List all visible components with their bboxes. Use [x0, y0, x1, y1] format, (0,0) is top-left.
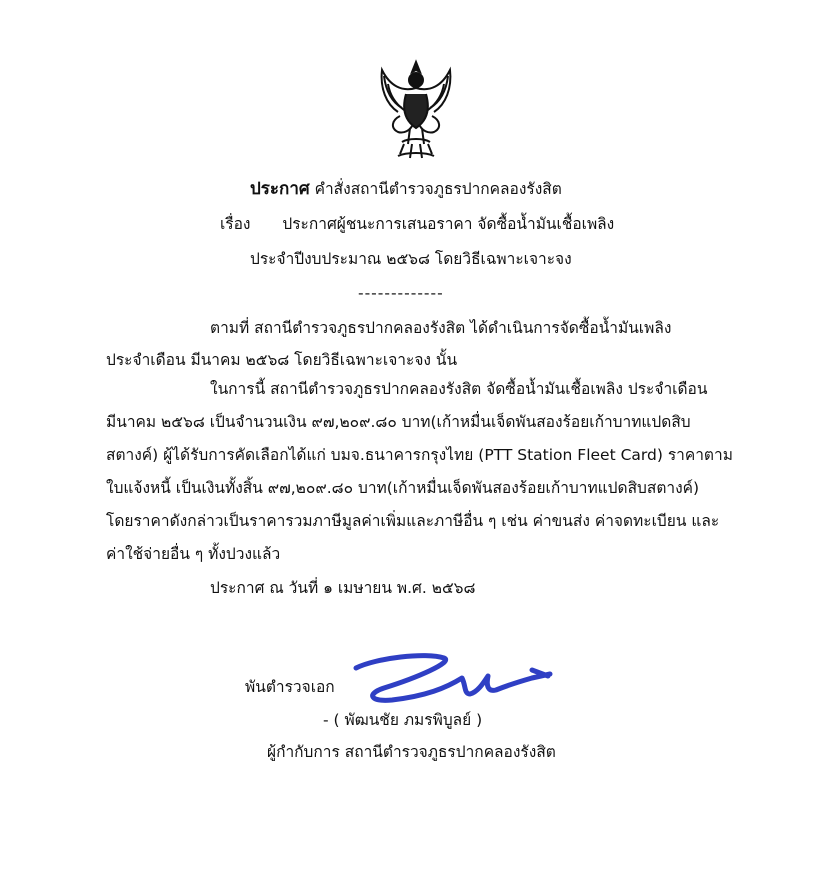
paragraph-2-line-2: มีนาคม ๒๕๖๘ เป็นจำนวนเงิน ๙๗,๒๐๙.๘๐ บาท(เก้าหมื่นเจ็ดพันสองร้อยเก้าบาทแปดสิบ: [106, 413, 691, 431]
garuda-emblem-icon: [372, 58, 460, 166]
signer-position: ผู้กำกับการ สถานีตำรวจภูธรปากคลองรังสิต: [267, 743, 556, 761]
subject-line-2: ประจำปีงบประมาณ ๒๕๖๘ โดยวิธีเฉพาะเจาะจง: [250, 250, 572, 268]
paragraph-2-line-1: ในการนี้ สถานีตำรวจภูธรปากคลองรังสิต จัดซื้อน้ำมันเชื้อเพลิง ประจำเดือน: [210, 380, 708, 398]
subject-text: ประกาศผู้ชนะการเสนอราคา จัดซื้อน้ำมันเชื้อเพลิง: [282, 215, 615, 233]
announcement-issuer: คำสั่งสถานีตำรวจภูธรปากคลองรังสิต: [309, 180, 562, 198]
paragraph-2-line-6: ค่าใช้จ่ายอื่น ๆ ทั้งปวงแล้ว: [106, 545, 281, 563]
announcement-label: ประกาศ: [250, 179, 310, 199]
announcement-title: [250, 178, 562, 200]
signer-name: - ( พัฒนชัย ภมรพิบูลย์ ): [323, 711, 483, 729]
subject-label: เรื่อง: [220, 215, 251, 233]
paragraph-2-line-4: ใบแจ้งหนี้ เป็นเงินทั้งสิ้น ๙๗,๒๐๙.๘๐ บาท(เก้าหมื่นเจ็ดพันสองร้อยเก้าบาทแปดสิบสตางค์): [106, 479, 700, 497]
paragraph-1-line-1: ตามที่ สถานีตำรวจภูธรปากคลองรังสิต ได้ดำเนินการจัดซื้อน้ำมันเพลิง: [210, 319, 672, 337]
subject-line: [220, 213, 614, 235]
announcement-date: ประกาศ ณ วันที่ ๑ เมษายน พ.ศ. ๒๕๖๘: [210, 579, 476, 597]
handwritten-signature: [336, 648, 558, 708]
signer-rank: พันตำรวจเอก: [245, 678, 335, 696]
paragraph-2-line-5: โดยราคาดังกล่าวเป็นราคารวมภาษีมูลค่าเพิ่มและภาษีอื่น ๆ เช่น ค่าขนส่ง ค่าจดทะเบียน และ: [106, 512, 720, 530]
paragraph-2-line-3: สตางค์) ผู้ได้รับการคัดเลือกได้แก่ บมจ.ธนาคารกรุงไทย (PTT Station Fleet Card) ราคาตาม: [106, 446, 733, 464]
paragraph-1-line-2: ประจำเดือน มีนาคม ๒๕๖๘ โดยวิธีเฉพาะเจาะจง นั้น: [106, 351, 458, 369]
separator: -------------: [358, 284, 444, 302]
